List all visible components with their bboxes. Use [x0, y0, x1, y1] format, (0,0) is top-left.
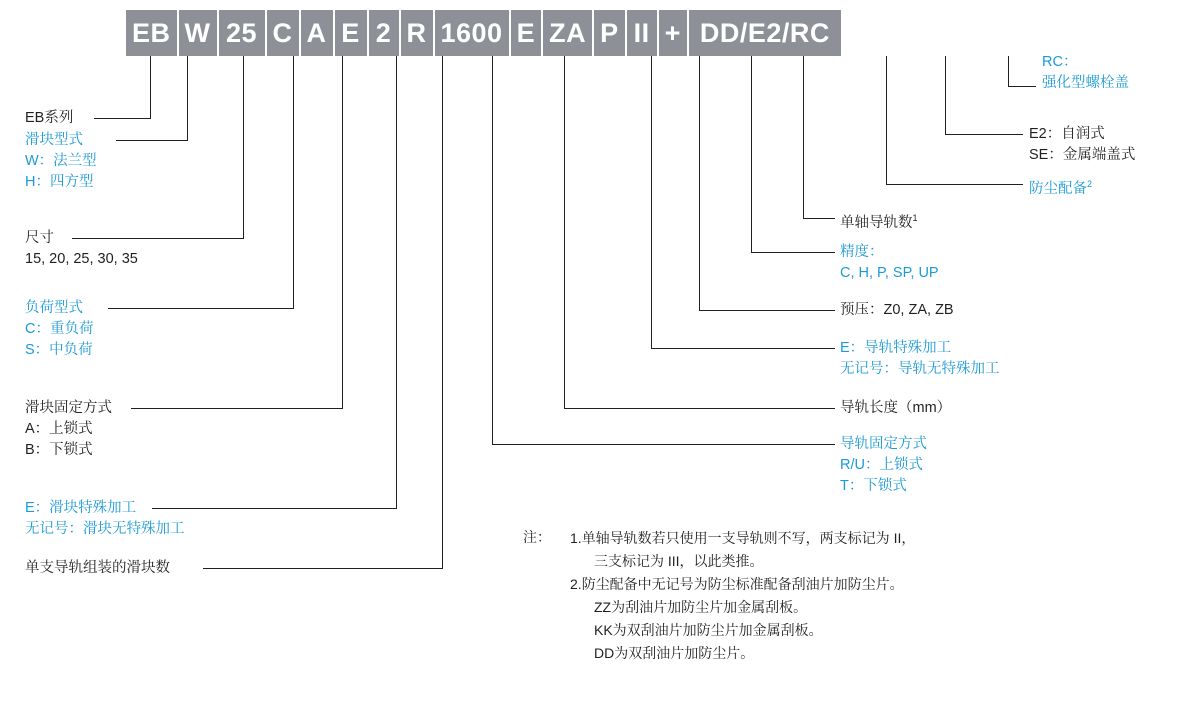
leader-rail-length-horizontal	[564, 408, 835, 409]
note-item-2	[570, 573, 904, 665]
leader-accuracy-horizontal	[751, 252, 835, 253]
leader-e2-vertical	[945, 56, 946, 134]
note-2-line1	[570, 576, 904, 592]
code-box-block-count: 2	[369, 10, 399, 56]
label-rc-line2: 强化型螺栓盖	[1042, 75, 1129, 91]
note-2-line4: DD为双刮油片加防尘片。	[594, 645, 755, 661]
leader-rail-special-horizontal	[651, 348, 835, 349]
leader-block-fixing-vertical	[342, 56, 343, 408]
label-accuracy	[840, 242, 939, 284]
label-block-type-line3: H：四方型	[25, 174, 94, 190]
label-block-type-line2: W：法兰型	[25, 153, 97, 169]
code-box-rail-length: 1600	[435, 10, 509, 56]
label-block-count-line1: 单支导轨组装的滑块数	[25, 560, 170, 576]
code-box-size: 25	[219, 10, 265, 56]
label-size-line2: 15, 20, 25, 30, 35	[25, 251, 138, 267]
leader-preload-vertical	[699, 56, 700, 310]
leader-block-type-vertical	[187, 56, 188, 140]
label-rail-length-line1: 导轨长度（mm）	[840, 400, 952, 416]
leader-load-type-vertical	[293, 56, 294, 308]
label-rail-count-line1	[840, 208, 918, 234]
code-box-preload: ZA	[543, 10, 592, 56]
leader-rc-horizontal	[1008, 86, 1036, 87]
label-dust-text: 防尘配备	[1029, 180, 1087, 197]
note-item-1	[570, 527, 915, 573]
note-2-text1: 防尘配备中无记号为防尘标准配备刮油片加防尘片。	[581, 576, 904, 592]
leader-series-vertical	[150, 56, 151, 118]
leader-e2-horizontal	[945, 134, 1023, 135]
label-load-type-line2: C：重负荷	[25, 321, 94, 337]
code-box-rail-count: II	[627, 10, 657, 56]
label-block-fixing	[25, 398, 112, 461]
label-block-special	[25, 498, 185, 540]
code-box-plus: +	[659, 10, 687, 56]
label-preload	[840, 300, 954, 321]
leader-block-special-horizontal	[152, 508, 397, 509]
note-2-number: 2.	[570, 576, 582, 592]
leader-rail-fixing-vertical	[492, 56, 493, 444]
leader-rail-fixing-horizontal	[492, 444, 835, 445]
label-block-type-line1: 滑块型式	[25, 132, 83, 148]
leader-rail-length-vertical	[564, 56, 565, 408]
code-box-block-special: E	[335, 10, 367, 56]
leader-size-vertical	[243, 56, 244, 238]
code-box-accuracy: P	[594, 10, 625, 56]
leader-preload-horizontal	[699, 310, 835, 311]
code-box-rail-special: E	[511, 10, 542, 56]
label-dust	[1029, 174, 1092, 200]
label-rc-line1: RC：	[1042, 54, 1078, 70]
label-block-fixing-line1: 滑块固定方式	[25, 400, 112, 416]
note-1-number: 1.	[570, 530, 582, 546]
leader-rail-count-horizontal	[803, 218, 835, 219]
label-rail-fixing-line2: R/U：上锁式	[840, 457, 923, 473]
label-block-special-line1: E：滑块特殊加工	[25, 500, 137, 516]
label-rail-special-line2: 无记号：导轨无特殊加工	[840, 361, 1000, 377]
label-rail-fixing	[840, 434, 927, 497]
leader-rail-special-vertical	[651, 56, 652, 348]
note-1-text1: 单轴导轨数若只使用一支导轨则不写，两支标记为 II，	[581, 530, 916, 546]
label-series-line1: EB系列	[25, 110, 74, 126]
label-size	[25, 228, 138, 270]
label-se-line2: SE：金属端盖式	[1029, 147, 1136, 163]
note-2-line3: KK为双刮油片加防尘片加金属刮板。	[594, 622, 823, 638]
label-rail-special	[840, 338, 1000, 380]
leader-accuracy-vertical	[751, 56, 752, 252]
code-box-rail-fixing: R	[401, 10, 433, 56]
note-1-line1	[570, 530, 915, 546]
label-rail-special-line1: E：导轨特殊加工	[840, 340, 952, 356]
leader-block-type-horizontal	[116, 140, 188, 141]
code-box-block-fixing: A	[301, 10, 333, 56]
label-load-type-line3: S：中负荷	[25, 342, 93, 358]
label-block-fixing-line2: A：上锁式	[25, 421, 93, 437]
label-rail-fixing-line1: 导轨固定方式	[840, 436, 927, 452]
leader-block-count-horizontal	[203, 568, 443, 569]
leader-block-special-vertical	[396, 56, 397, 508]
leader-dust-horizontal	[886, 184, 1023, 185]
label-rc	[1042, 52, 1129, 94]
label-e2-se	[1029, 124, 1135, 166]
leader-block-count-vertical	[442, 56, 443, 568]
leader-rail-count-vertical	[803, 56, 804, 218]
label-rail-count-footnote-marker: 1	[912, 213, 918, 223]
label-size-line1: 尺寸	[25, 230, 54, 246]
label-rail-count-text: 单轴导轨数	[840, 214, 913, 231]
label-preload-line1: 预压：Z0, ZA, ZB	[840, 302, 954, 318]
note-1-line2: 三支标记为 III，以此类推。	[594, 553, 764, 569]
notes-label: 注：	[523, 529, 551, 545]
leader-load-type-horizontal	[108, 308, 294, 309]
code-box-dust: DD/E2/RC	[689, 10, 841, 56]
code-box-series: EB	[126, 10, 177, 56]
label-dust-line1	[1029, 174, 1092, 200]
label-block-type	[25, 130, 97, 193]
label-block-count	[25, 558, 170, 579]
label-rail-count	[840, 208, 918, 234]
leader-block-fixing-horizontal	[131, 408, 343, 409]
label-rail-length	[840, 398, 951, 419]
label-rail-fixing-line3: T：下锁式	[840, 478, 907, 494]
label-block-fixing-line3: B：下锁式	[25, 442, 93, 458]
label-load-type-line1: 负荷型式	[25, 300, 83, 316]
label-load-type	[25, 298, 93, 361]
label-block-special-line2: 无记号：滑块无特殊加工	[25, 521, 185, 537]
note-2-line2: ZZ为刮油片加防尘片加金属刮板。	[594, 599, 808, 615]
leader-rc-vertical	[1008, 56, 1009, 86]
label-accuracy-line2: C, H, P, SP, UP	[840, 265, 939, 281]
leader-dust-vertical	[886, 56, 887, 184]
code-string	[126, 10, 841, 56]
leader-series-horizontal	[94, 118, 151, 119]
code-box-block-type: W	[179, 10, 217, 56]
label-dust-footnote-marker: 2	[1087, 179, 1093, 189]
code-box-load-type: C	[267, 10, 299, 56]
label-e2-line1: E2：自润式	[1029, 126, 1105, 142]
label-series	[25, 108, 73, 129]
label-accuracy-line1: 精度：	[840, 244, 884, 260]
